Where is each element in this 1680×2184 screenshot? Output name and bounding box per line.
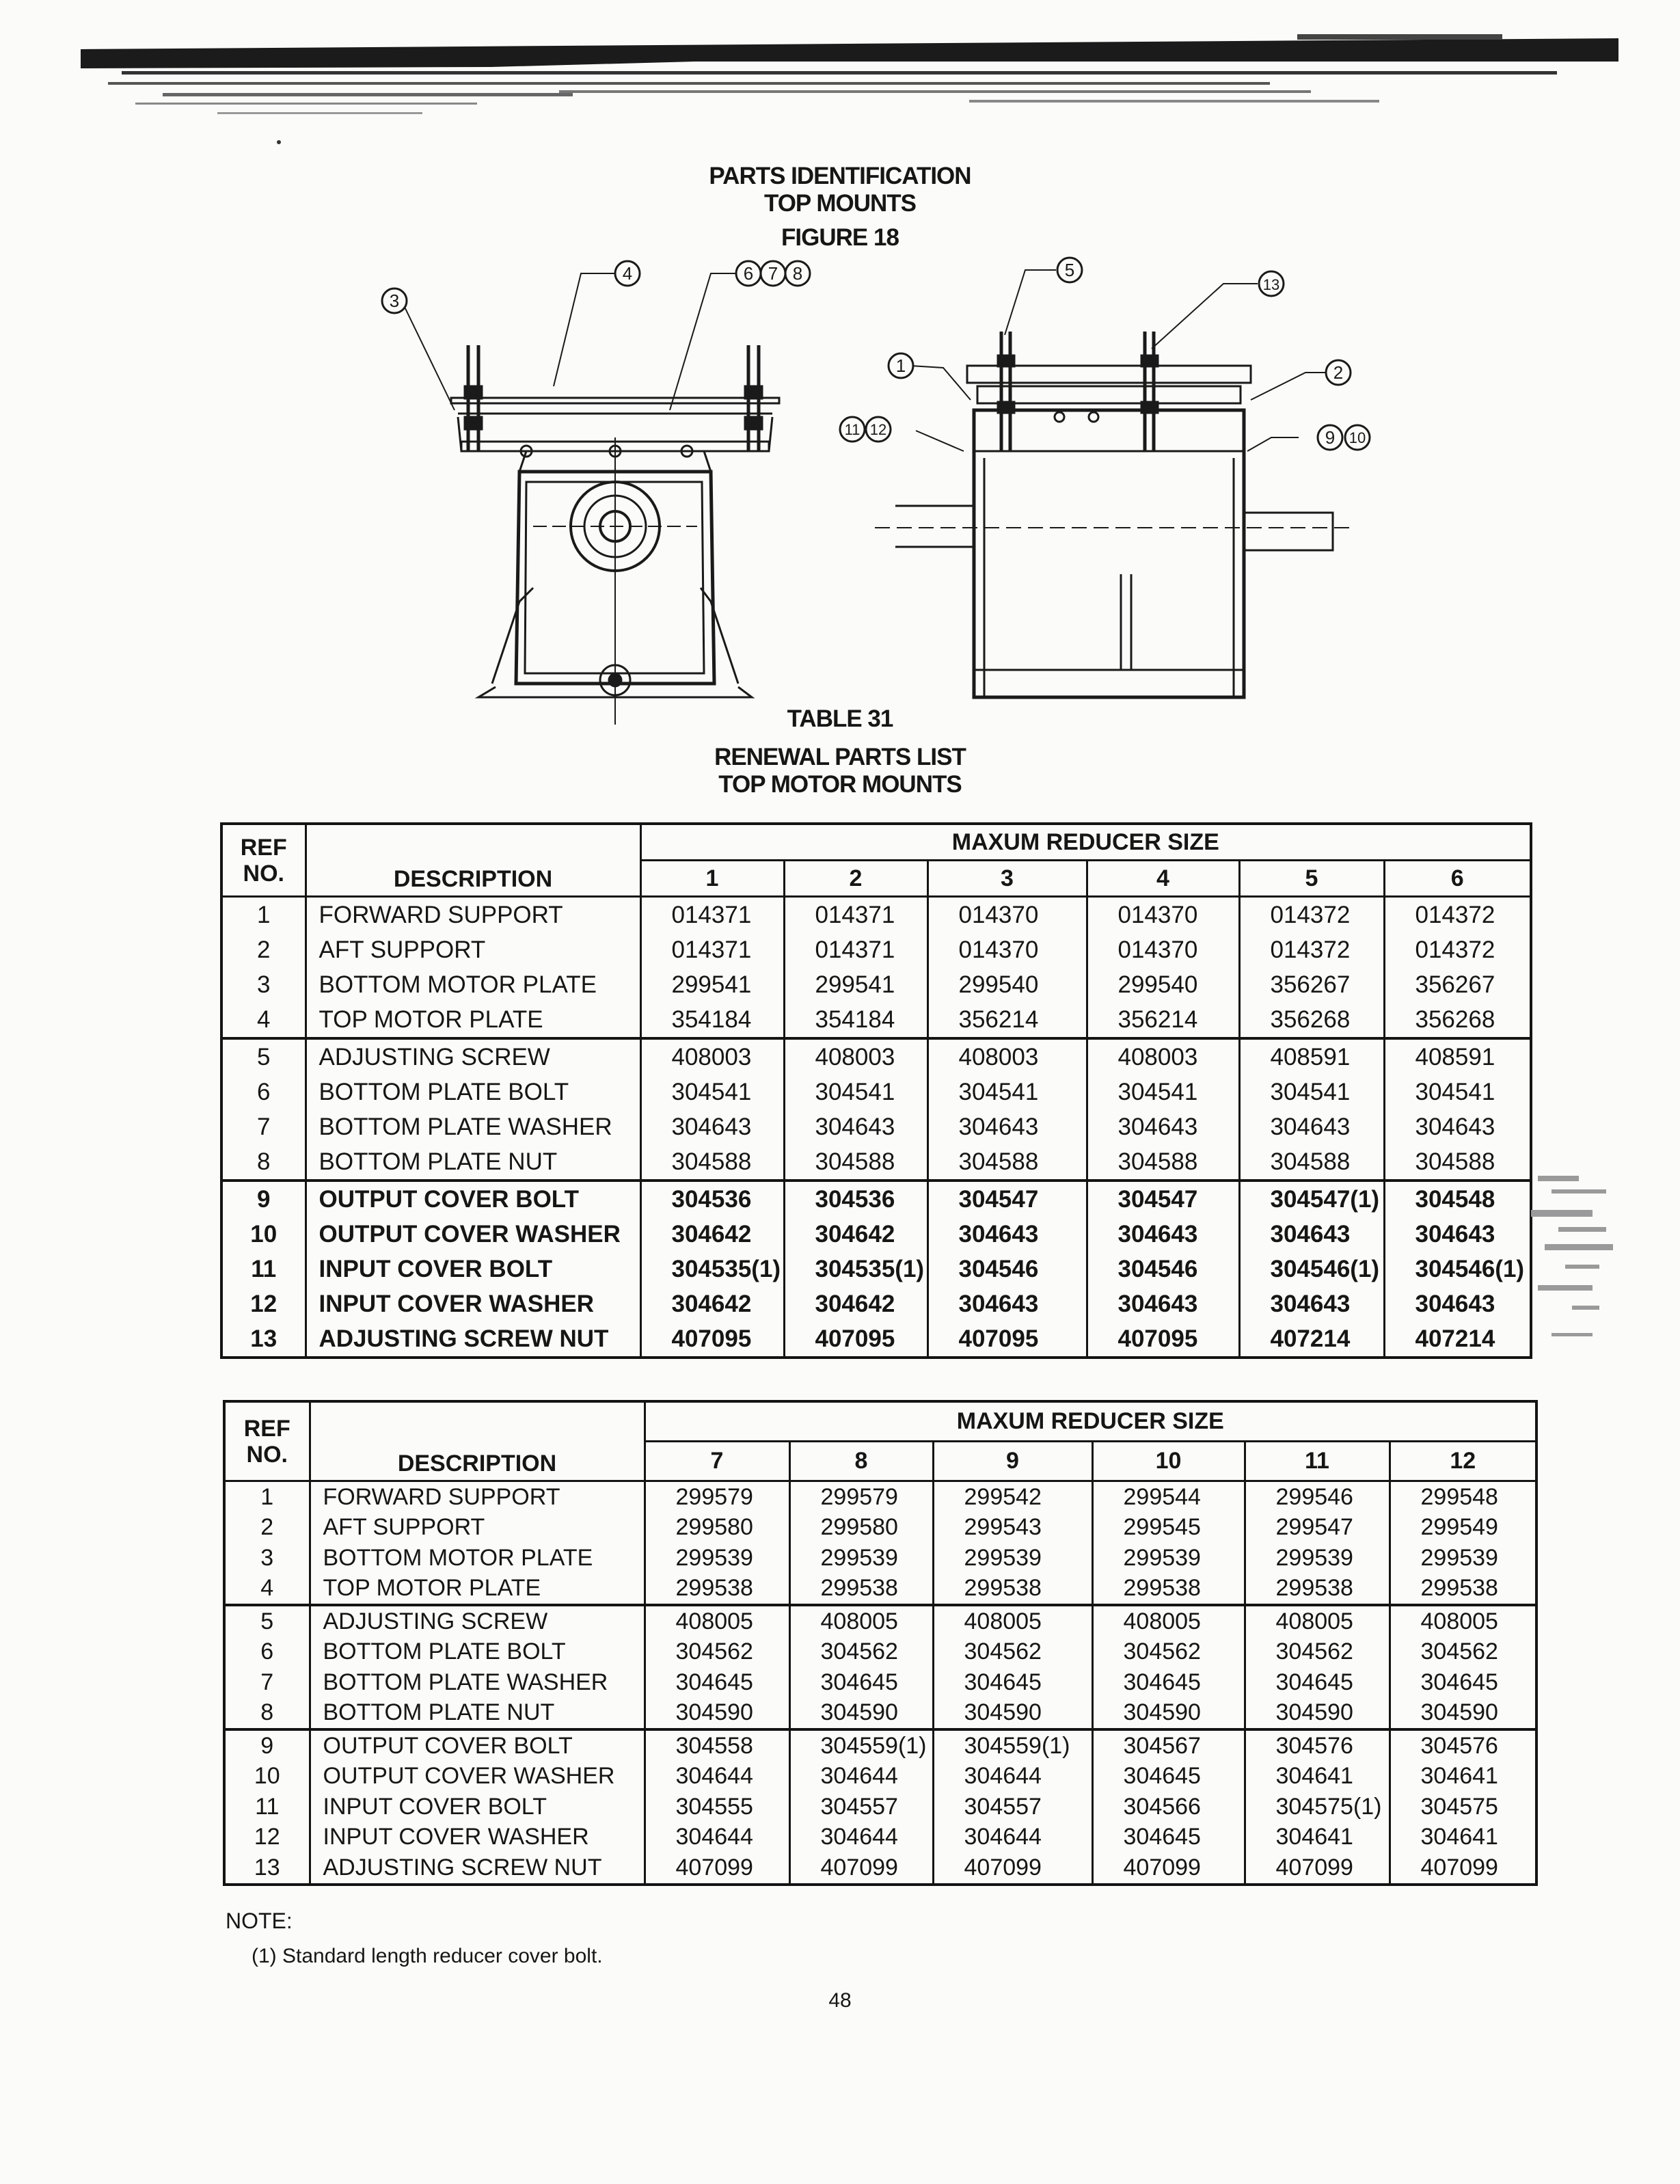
part-number-cell: 304643 [1384, 1217, 1531, 1252]
ref-no-cell: 7 [224, 1667, 310, 1698]
part-number-cell: 304562 [789, 1637, 933, 1668]
page-number: 48 [828, 1989, 852, 2012]
part-number-cell: 408003 [927, 1038, 1087, 1075]
part-number-cell: 299538 [1245, 1574, 1390, 1606]
part-number-cell: 407214 [1384, 1321, 1531, 1358]
table-row [224, 1852, 1536, 1885]
part-number-cell: 407099 [1390, 1852, 1536, 1885]
table-row [224, 1762, 1536, 1792]
part-number-cell: 356214 [1087, 1002, 1239, 1038]
table-row [224, 1729, 1536, 1762]
ref-no-cell: 6 [224, 1637, 310, 1668]
table-row [224, 1667, 1536, 1698]
scan-noise [1524, 1162, 1620, 1394]
description-cell: BOTTOM MOTOR PLATE [310, 1543, 645, 1574]
description-header: DESCRIPTION [310, 1401, 645, 1481]
size-column-header: 10 [1092, 1442, 1245, 1481]
table-row [221, 1109, 1531, 1144]
part-number-cell: 304576 [1390, 1729, 1536, 1762]
part-number-cell: 304546(1) [1239, 1252, 1384, 1286]
part-number-cell: 299540 [927, 967, 1087, 1002]
part-number-cell: 304642 [640, 1286, 784, 1321]
shaft-left [895, 506, 974, 547]
description-cell: BOTTOM PLATE NUT [310, 1698, 645, 1730]
part-number-cell: 304643 [1087, 1217, 1239, 1252]
part-number-cell: 014372 [1239, 897, 1384, 933]
part-number-cell: 304645 [1092, 1822, 1245, 1853]
part-number-cell: 014371 [640, 897, 784, 933]
description-cell: OUTPUT COVER WASHER [310, 1762, 645, 1792]
part-number-cell: 304546(1) [1384, 1252, 1531, 1286]
part-number-cell: 408003 [784, 1038, 927, 1075]
part-number-cell: 014370 [1087, 932, 1239, 967]
part-number-cell: 299539 [1092, 1543, 1245, 1574]
part-number-cell: 407095 [640, 1321, 784, 1358]
part-number-cell: 304590 [1245, 1698, 1390, 1730]
reducer-size-header: MAXUM REDUCER SIZE [645, 1401, 1536, 1442]
note-text: (1) Standard length reducer cover bolt. [252, 1945, 603, 1967]
table-title-line-1: RENEWAL PARTS LIST [714, 744, 966, 770]
size-column-header: 7 [645, 1442, 789, 1481]
part-number-cell: 304590 [645, 1698, 789, 1730]
size-column-header: 12 [1390, 1442, 1536, 1481]
part-number-cell: 304557 [789, 1792, 933, 1822]
description-cell: AFT SUPPORT [310, 1513, 645, 1543]
heading-line-1: PARTS IDENTIFICATION [709, 163, 971, 189]
table-row [221, 1144, 1531, 1181]
ref-no-cell: 1 [224, 1481, 310, 1513]
reducer-size-header: MAXUM REDUCER SIZE [640, 824, 1531, 861]
description-cell: OUTPUT COVER WASHER [306, 1217, 640, 1252]
part-number-cell: 304588 [927, 1144, 1087, 1181]
part-number-cell: 408591 [1384, 1038, 1531, 1075]
part-number-cell: 304643 [927, 1109, 1087, 1144]
ref-no-cell: 3 [224, 1543, 310, 1574]
callout-1: 1 [895, 355, 906, 376]
part-number-cell: 304547 [1087, 1181, 1239, 1217]
table-row [224, 1481, 1536, 1513]
part-number-cell: 304562 [1245, 1637, 1390, 1668]
part-number-cell: 407099 [1092, 1852, 1245, 1885]
part-number-cell: 304645 [789, 1667, 933, 1698]
part-number-cell: 014372 [1239, 932, 1384, 967]
part-number-cell: 304643 [1087, 1109, 1239, 1144]
size-column-header: 11 [1245, 1442, 1390, 1481]
ref-no-cell: 12 [224, 1822, 310, 1853]
part-number-cell: 408005 [1390, 1605, 1536, 1637]
description-cell: AFT SUPPORT [306, 932, 640, 967]
part-number-cell: 304643 [640, 1109, 784, 1144]
table-row [224, 1543, 1536, 1574]
part-number-cell: 304541 [784, 1075, 927, 1109]
part-number-cell: 014372 [1384, 897, 1531, 933]
size-column-header: 5 [1239, 861, 1384, 897]
ref-no-cell: 11 [224, 1792, 310, 1822]
description-cell: OUTPUT COVER BOLT [310, 1729, 645, 1762]
part-number-cell: 304643 [784, 1109, 927, 1144]
description-cell: ADJUSTING SCREW NUT [306, 1321, 640, 1358]
part-number-cell: 299539 [1390, 1543, 1536, 1574]
part-number-cell: 354184 [784, 1002, 927, 1038]
size-column-header: 8 [789, 1442, 933, 1481]
part-number-cell: 408591 [1239, 1038, 1384, 1075]
part-number-cell: 304559(1) [789, 1729, 933, 1762]
part-number-cell: 304645 [1092, 1762, 1245, 1792]
part-number-cell: 299538 [645, 1574, 789, 1606]
description-cell: BOTTOM PLATE BOLT [310, 1637, 645, 1668]
part-number-cell: 304541 [640, 1075, 784, 1109]
ref-no-cell: 4 [224, 1574, 310, 1606]
part-number-cell: 304576 [1245, 1729, 1390, 1762]
part-number-cell: 304642 [784, 1286, 927, 1321]
part-number-cell: 304562 [1390, 1637, 1536, 1668]
description-cell: ADJUSTING SCREW NUT [310, 1852, 645, 1885]
description-cell: INPUT COVER BOLT [310, 1792, 645, 1822]
part-number-cell: 356214 [927, 1002, 1087, 1038]
part-number-cell: 304541 [927, 1075, 1087, 1109]
table-number: TABLE 31 [787, 705, 893, 732]
part-number-cell: 299548 [1390, 1481, 1536, 1513]
part-number-cell: 304541 [1384, 1075, 1531, 1109]
part-number-cell: 304643 [927, 1217, 1087, 1252]
table-row [224, 1513, 1536, 1543]
description-cell: TOP MOTOR PLATE [310, 1574, 645, 1606]
description-cell: BOTTOM PLATE WASHER [310, 1667, 645, 1698]
parts-identification-heading [0, 163, 1680, 252]
part-number-cell: 304641 [1390, 1762, 1536, 1792]
part-number-cell: 304557 [933, 1792, 1092, 1822]
part-number-cell: 304643 [1384, 1109, 1531, 1144]
part-number-cell: 408005 [1092, 1605, 1245, 1637]
description-cell: INPUT COVER WASHER [310, 1822, 645, 1853]
part-number-cell: 304588 [640, 1144, 784, 1181]
part-number-cell: 299541 [784, 967, 927, 1002]
part-number-cell: 407099 [1245, 1852, 1390, 1885]
figure-18-drawing [355, 246, 1422, 725]
part-number-cell: 304645 [1092, 1667, 1245, 1698]
ref-no-cell: 6 [221, 1075, 306, 1109]
description-cell: FORWARD SUPPORT [306, 897, 640, 933]
part-number-cell: 304590 [1092, 1698, 1245, 1730]
part-number-cell: 299580 [645, 1513, 789, 1543]
table-row [221, 1217, 1531, 1252]
part-number-cell: 304541 [1239, 1075, 1384, 1109]
part-number-cell: 304643 [1087, 1286, 1239, 1321]
part-number-cell: 408003 [1087, 1038, 1239, 1075]
description-cell: TOP MOTOR PLATE [306, 1002, 640, 1038]
parts-table-sizes-7-12 [223, 1400, 1538, 1886]
part-number-cell: 304562 [645, 1637, 789, 1668]
description-cell: INPUT COVER WASHER [306, 1286, 640, 1321]
part-number-cell: 014370 [927, 932, 1087, 967]
table-row [224, 1574, 1536, 1606]
part-number-cell: 304548 [1384, 1181, 1531, 1217]
shaft-right [1244, 513, 1333, 550]
part-number-cell: 299549 [1390, 1513, 1536, 1543]
ref-no-cell: 7 [221, 1109, 306, 1144]
part-number-cell: 304567 [1092, 1729, 1245, 1762]
part-number-cell: 356267 [1239, 967, 1384, 1002]
ref-no-cell: 3 [221, 967, 306, 1002]
part-number-cell: 304641 [1245, 1822, 1390, 1853]
part-number-cell: 304643 [1239, 1109, 1384, 1144]
left-motor-plate [451, 398, 779, 403]
part-number-cell: 304590 [789, 1698, 933, 1730]
part-number-cell: 304547(1) [1239, 1181, 1384, 1217]
part-number-cell: 304644 [789, 1762, 933, 1792]
part-number-cell: 304644 [933, 1762, 1092, 1792]
part-number-cell: 304555 [645, 1792, 789, 1822]
table-heading [0, 705, 1680, 798]
right-housing [974, 410, 1244, 697]
part-number-cell: 304536 [640, 1181, 784, 1217]
figure-label: FIGURE 18 [781, 224, 899, 251]
table-row [221, 1181, 1531, 1217]
description-cell: OUTPUT COVER BOLT [306, 1181, 640, 1217]
ref-no-cell: 10 [221, 1217, 306, 1252]
part-number-cell: 299579 [645, 1481, 789, 1513]
size-column-header: 3 [927, 861, 1087, 897]
part-number-cell: 304559(1) [933, 1729, 1092, 1762]
description-cell: ADJUSTING SCREW [306, 1038, 640, 1075]
part-number-cell: 014371 [784, 897, 927, 933]
table-row [221, 932, 1531, 967]
part-number-cell: 299539 [645, 1543, 789, 1574]
part-number-cell: 407214 [1239, 1321, 1384, 1358]
part-number-cell: 304643 [927, 1286, 1087, 1321]
part-number-cell: 299541 [640, 967, 784, 1002]
ref-no-cell: 9 [224, 1729, 310, 1762]
part-number-cell: 304644 [789, 1822, 933, 1853]
part-number-cell: 014372 [1384, 932, 1531, 967]
part-number-cell: 304643 [1384, 1286, 1531, 1321]
part-number-cell: 299539 [789, 1543, 933, 1574]
callout-6: 6 [743, 263, 754, 284]
ref-no-cell: 13 [221, 1321, 306, 1358]
part-number-cell: 299542 [933, 1481, 1092, 1513]
ref-no-cell: 2 [221, 932, 306, 967]
ref-no-cell: 9 [221, 1181, 306, 1217]
part-number-cell: 304588 [784, 1144, 927, 1181]
ref-no-cell: 8 [221, 1144, 306, 1181]
table-title-line-2: TOP MOTOR MOUNTS [718, 771, 962, 798]
size-column-header: 1 [640, 861, 784, 897]
part-number-cell: 299580 [789, 1513, 933, 1543]
part-number-cell: 299546 [1245, 1481, 1390, 1513]
part-number-cell: 304645 [1390, 1667, 1536, 1698]
part-number-cell: 304643 [1239, 1286, 1384, 1321]
part-number-cell: 299540 [1087, 967, 1239, 1002]
part-number-cell: 299543 [933, 1513, 1092, 1543]
part-number-cell: 356268 [1384, 1002, 1531, 1038]
table-row [224, 1637, 1536, 1668]
ref-no-cell: 12 [221, 1286, 306, 1321]
part-number-cell: 304546 [927, 1252, 1087, 1286]
part-number-cell: 304547 [927, 1181, 1087, 1217]
part-number-cell: 304644 [645, 1762, 789, 1792]
part-number-cell: 304645 [933, 1667, 1092, 1698]
part-number-cell: 407099 [789, 1852, 933, 1885]
table-row [221, 1321, 1531, 1358]
table-row [221, 1002, 1531, 1038]
ref-no-cell: 13 [224, 1852, 310, 1885]
table-row [221, 1286, 1531, 1321]
callout-7: 7 [768, 263, 778, 284]
callout-3: 3 [389, 291, 400, 311]
part-number-cell: 299579 [789, 1481, 933, 1513]
part-number-cell: 408005 [933, 1605, 1092, 1637]
description-cell: BOTTOM PLATE BOLT [306, 1075, 640, 1109]
size-column-header: 6 [1384, 861, 1531, 897]
part-number-cell: 304641 [1390, 1822, 1536, 1853]
ref-no-header: REF NO. [224, 1401, 310, 1481]
part-number-cell: 304645 [645, 1667, 789, 1698]
part-number-cell: 407099 [645, 1852, 789, 1885]
callout-10: 10 [1349, 429, 1366, 446]
part-number-cell: 299538 [1092, 1574, 1245, 1606]
ref-no-cell: 11 [221, 1252, 306, 1286]
part-number-cell: 304536 [784, 1181, 927, 1217]
callout-9: 9 [1325, 427, 1336, 448]
description-cell: BOTTOM PLATE WASHER [306, 1109, 640, 1144]
part-number-cell: 304541 [1087, 1075, 1239, 1109]
callout-13: 13 [1262, 276, 1280, 293]
part-number-cell: 299545 [1092, 1513, 1245, 1543]
part-number-cell: 304558 [645, 1729, 789, 1762]
part-number-cell: 304535(1) [784, 1252, 927, 1286]
size-column-header: 9 [933, 1442, 1092, 1481]
part-number-cell: 304546 [1087, 1252, 1239, 1286]
part-number-cell: 304588 [1087, 1144, 1239, 1181]
description-cell: FORWARD SUPPORT [310, 1481, 645, 1513]
description-header: DESCRIPTION [306, 824, 640, 897]
part-number-cell: 408005 [645, 1605, 789, 1637]
table-row [221, 1252, 1531, 1286]
table-row [224, 1698, 1536, 1730]
size-column-header: 4 [1087, 861, 1239, 897]
part-number-cell: 408005 [1245, 1605, 1390, 1637]
part-number-cell: 299538 [789, 1574, 933, 1606]
part-number-cell: 304562 [933, 1637, 1092, 1668]
part-number-cell: 407095 [784, 1321, 927, 1358]
table-row [221, 1038, 1531, 1075]
ref-no-cell: 1 [221, 897, 306, 933]
part-number-cell: 299547 [1245, 1513, 1390, 1543]
table-row [224, 1822, 1536, 1853]
ref-no-cell: 5 [224, 1605, 310, 1637]
part-number-cell: 408003 [640, 1038, 784, 1075]
part-number-cell: 304590 [1390, 1698, 1536, 1730]
part-number-cell: 304645 [1245, 1667, 1390, 1698]
part-number-cell: 299538 [933, 1574, 1092, 1606]
callout-2: 2 [1333, 362, 1344, 383]
table-row [221, 1075, 1531, 1109]
callout-12: 12 [869, 421, 887, 438]
note-label: NOTE: [226, 1909, 293, 1933]
part-number-cell: 014371 [784, 932, 927, 967]
part-number-cell: 299539 [1245, 1543, 1390, 1574]
callout-5: 5 [1064, 260, 1075, 280]
part-number-cell: 304644 [933, 1822, 1092, 1853]
part-number-cell: 304575(1) [1245, 1792, 1390, 1822]
part-number-cell: 299544 [1092, 1481, 1245, 1513]
callout-4: 4 [622, 263, 633, 284]
part-number-cell: 014371 [640, 932, 784, 967]
part-number-cell: 304641 [1245, 1762, 1390, 1792]
callout-8: 8 [792, 263, 803, 284]
ref-no-cell: 8 [224, 1698, 310, 1730]
footnote [226, 1907, 603, 1970]
part-number-cell: 354184 [640, 1002, 784, 1038]
scan-header-bar [81, 26, 1618, 146]
part-number-cell: 407099 [933, 1852, 1092, 1885]
description-cell: BOTTOM MOTOR PLATE [306, 967, 640, 1002]
table-row [224, 1792, 1536, 1822]
part-number-cell: 299538 [1390, 1574, 1536, 1606]
part-number-cell: 407095 [1087, 1321, 1239, 1358]
part-number-cell: 304588 [1384, 1144, 1531, 1181]
description-cell: BOTTOM PLATE NUT [306, 1144, 640, 1181]
part-number-cell: 304566 [1092, 1792, 1245, 1822]
part-number-cell: 407095 [927, 1321, 1087, 1358]
part-number-cell: 304535(1) [640, 1252, 784, 1286]
part-number-cell: 408005 [789, 1605, 933, 1637]
part-number-cell: 356267 [1384, 967, 1531, 1002]
part-number-cell: 304644 [645, 1822, 789, 1853]
part-number-cell: 014370 [927, 897, 1087, 933]
part-number-cell: 304642 [640, 1217, 784, 1252]
part-number-cell: 014370 [1087, 897, 1239, 933]
part-number-cell: 304588 [1239, 1144, 1384, 1181]
table-row [221, 897, 1531, 933]
size-column-header: 2 [784, 861, 927, 897]
callout-11: 11 [844, 421, 861, 438]
table-row [224, 1605, 1536, 1637]
ref-no-cell: 5 [221, 1038, 306, 1075]
ref-no-cell: 4 [221, 1002, 306, 1038]
ref-no-cell: 10 [224, 1762, 310, 1792]
part-number-cell: 299539 [933, 1543, 1092, 1574]
table-row [221, 967, 1531, 1002]
ref-no-cell: 2 [224, 1513, 310, 1543]
part-number-cell: 356268 [1239, 1002, 1384, 1038]
description-cell: ADJUSTING SCREW [310, 1605, 645, 1637]
part-number-cell: 304643 [1239, 1217, 1384, 1252]
description-cell: INPUT COVER BOLT [306, 1252, 640, 1286]
heading-line-2: TOP MOUNTS [763, 190, 917, 217]
parts-table-sizes-1-6 [220, 822, 1532, 1359]
part-number-cell: 304590 [933, 1698, 1092, 1730]
ref-no-header: REF NO. [221, 824, 306, 897]
part-number-cell: 304562 [1092, 1637, 1245, 1668]
part-number-cell: 304642 [784, 1217, 927, 1252]
part-number-cell: 304575 [1390, 1792, 1536, 1822]
